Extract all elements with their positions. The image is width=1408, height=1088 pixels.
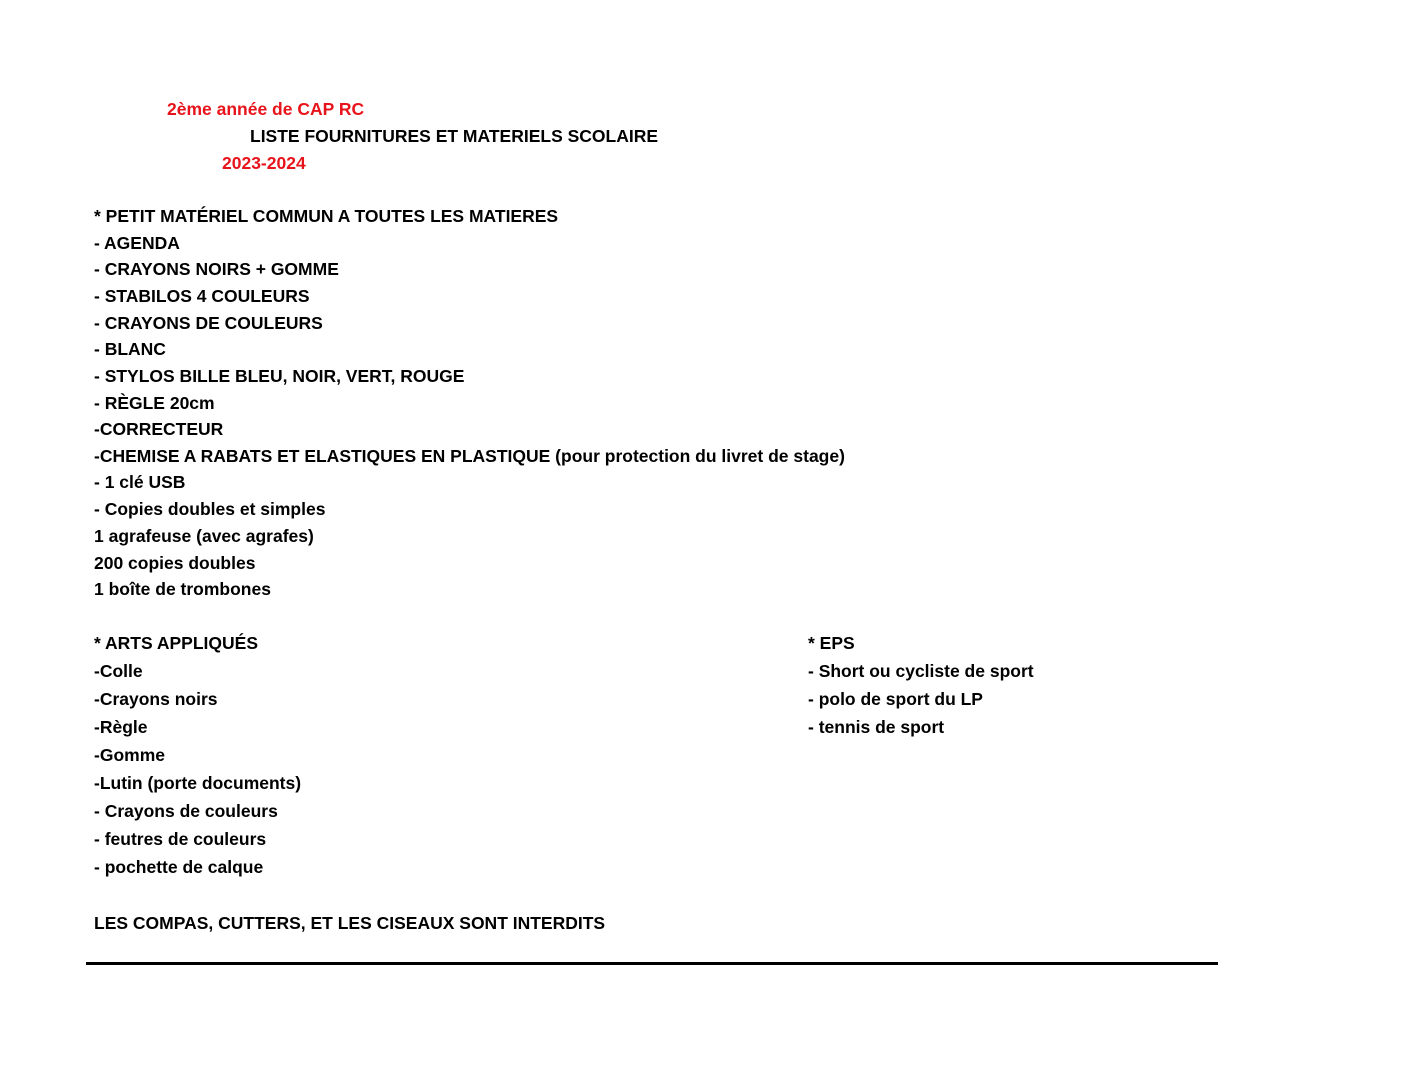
page-title: LISTE FOURNITURES ET MATERIELS SCOLAIRE bbox=[250, 126, 659, 146]
list-item: 1 boîte de trombones bbox=[94, 579, 271, 599]
list-item: - tennis de sport bbox=[808, 717, 945, 737]
list-item: - 1 clé USB bbox=[94, 472, 186, 492]
list-item: -Colle bbox=[94, 661, 143, 681]
list-item: -Crayons noirs bbox=[94, 689, 218, 709]
list-item: -Gomme bbox=[94, 745, 165, 765]
list-item: 200 copies doubles bbox=[94, 553, 256, 573]
list-item: - STABILOS 4 COULEURS bbox=[94, 286, 310, 306]
list-item: - Copies doubles et simples bbox=[94, 499, 326, 519]
arts-section-heading: * ARTS APPLIQUÉS bbox=[94, 633, 259, 653]
list-item: -Règle bbox=[94, 717, 148, 737]
bottom-divider bbox=[86, 962, 1218, 965]
school-year: 2023-2024 bbox=[222, 153, 306, 173]
list-item: - STYLOS BILLE BLEU, NOIR, VERT, ROUGE bbox=[94, 366, 465, 386]
list-item: -CORRECTEUR bbox=[94, 419, 224, 439]
list-item: - Short ou cycliste de sport bbox=[808, 661, 1034, 681]
list-item: - feutres de couleurs bbox=[94, 829, 267, 849]
list-item: -Lutin (porte documents) bbox=[94, 773, 302, 793]
list-item: - CRAYONS DE COULEURS bbox=[94, 313, 323, 333]
list-item: - BLANC bbox=[94, 339, 166, 359]
list-item: - RÈGLE 20cm bbox=[94, 393, 215, 413]
list-item: - polo de sport du LP bbox=[808, 689, 983, 709]
list-item: -CHEMISE A RABATS ET ELASTIQUES EN PLASTIQUE (pour protection du livret de stage) bbox=[94, 446, 845, 466]
list-item: - pochette de calque bbox=[94, 857, 264, 877]
eps-section-heading: * EPS bbox=[808, 633, 855, 653]
list-item: - Crayons de couleurs bbox=[94, 801, 278, 821]
list-item: - CRAYONS NOIRS + GOMME bbox=[94, 259, 339, 279]
prohibited-items-note: LES COMPAS, CUTTERS, ET LES CISEAUX SONT INTERDITS bbox=[94, 913, 606, 933]
list-item: 1 agrafeuse (avec agrafes) bbox=[94, 526, 314, 546]
common-section-heading: * PETIT MATÉRIEL COMMUN A TOUTES LES MATIERES bbox=[94, 206, 559, 226]
list-item: - AGENDA bbox=[94, 233, 180, 253]
class-title: 2ème année de CAP RC bbox=[167, 99, 365, 119]
